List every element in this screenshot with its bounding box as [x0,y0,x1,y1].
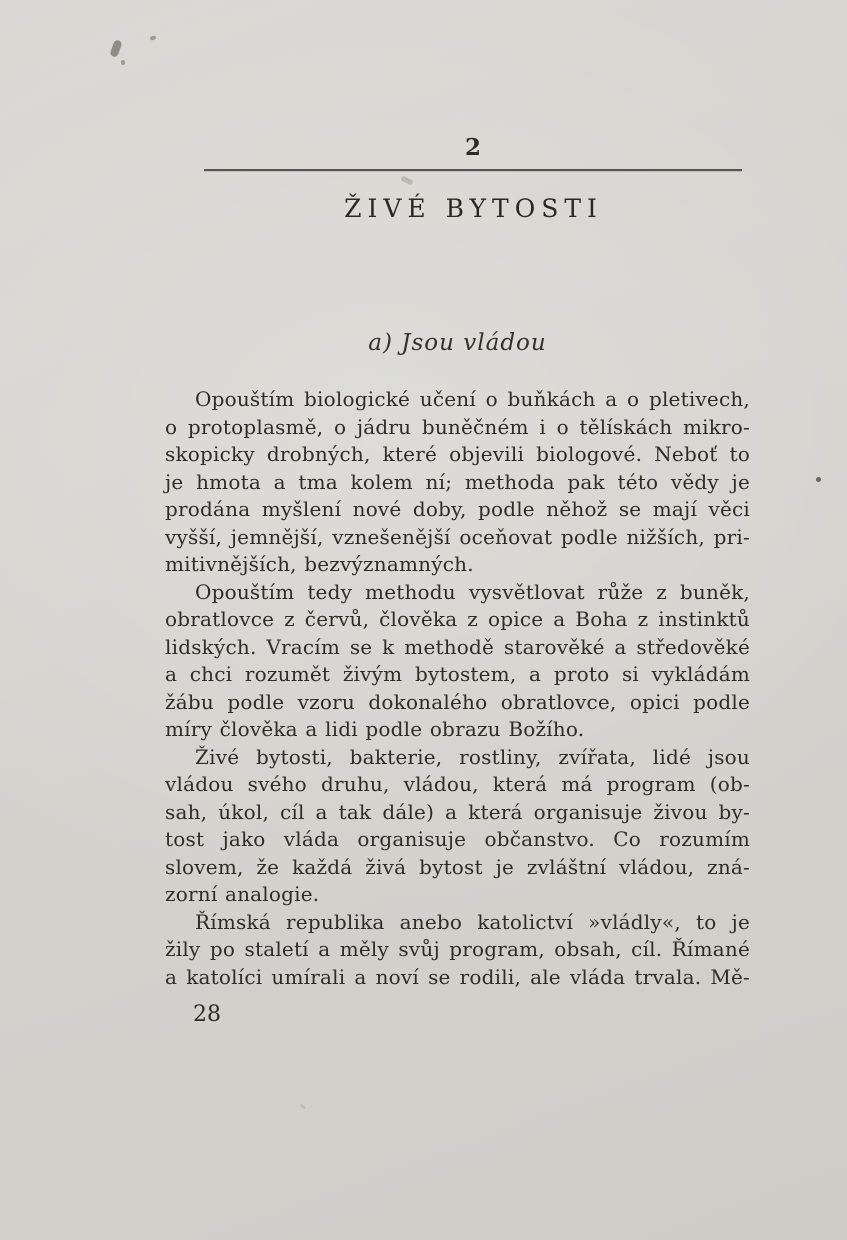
section-heading: a) Jsou vládou [368,330,547,356]
paper-speck [109,39,122,58]
text-line: zorní analogie. [165,882,320,906]
text-line: je hmota a tma kolem ní; methoda pak této vědy je [165,469,750,494]
body-text [165,386,750,991]
text-line: obratlovce z červů, člověka z opice a Boha z instinktů [165,607,750,631]
paragraph [165,909,750,992]
text-line: slovem, že každá živá bytost je zvláštní vládou, zná- [165,854,750,879]
chapter-number: 2 [464,134,482,161]
text-line: žábu podle vzoru dokonalého obratlovce, opici podle [165,689,750,714]
text-line: tost jako vláda organisuje občanstvo. Co rozumím [165,827,750,851]
paper-speck [401,176,414,186]
text-line: vyšší, jemnější, vznešenější oceňovat podle nižších, pri- [165,524,750,549]
text-line: mitivnějších, bezvýznamných. [165,552,474,576]
text-line: vládou svého druhu, vládou, která má program (ob- [165,772,750,796]
text-line: žily po staletí a měly svůj program, obsah, cíl. Římané [165,937,750,961]
text-line: lidských. Vracím se k methodě starověké a středověké [165,634,750,659]
text-line: Opouštím tedy methodu vysvětlovat růže z buněk, [195,579,750,604]
header-rule [204,169,742,171]
paragraph [165,579,750,744]
text-line: prodána myšlení nové doby, podle něhož se mají věci [165,497,750,521]
text-line: míry člověka a lidi podle obrazu Božího. [165,717,585,741]
text-line: Živé bytosti, bakterie, rostliny, zvířata, lidé jsou [195,744,750,769]
paragraph [165,386,750,579]
paper-speck [121,60,125,65]
chapter-title: ŽIVÉ BYTOSTI [344,194,603,223]
text-line: a katolíci umírali a noví se rodili, ale vláda trvala. Mě- [165,964,750,989]
page-number: 28 [193,1002,221,1027]
text-line: a chci rozumět živým bytostem, a proto si vykládám [165,662,750,686]
paper-speck [816,477,821,482]
paper-speck [150,35,157,40]
paper-speck [300,1103,307,1109]
paragraph [165,744,750,909]
text-line: Římská republika anebo katolictví »vládly«, to je [195,909,750,934]
text-line: Opouštím biologické učení o buňkách a o pletivech, [195,387,750,411]
text-line: o protoplasmě, o jádru buněčném i o tělískách mikro- [165,414,750,439]
text-line: sah, úkol, cíl a tak dále) a která organisuje živou by- [165,799,750,824]
text-line: skopicky drobných, které objevili biologové. Neboť to [165,442,750,466]
